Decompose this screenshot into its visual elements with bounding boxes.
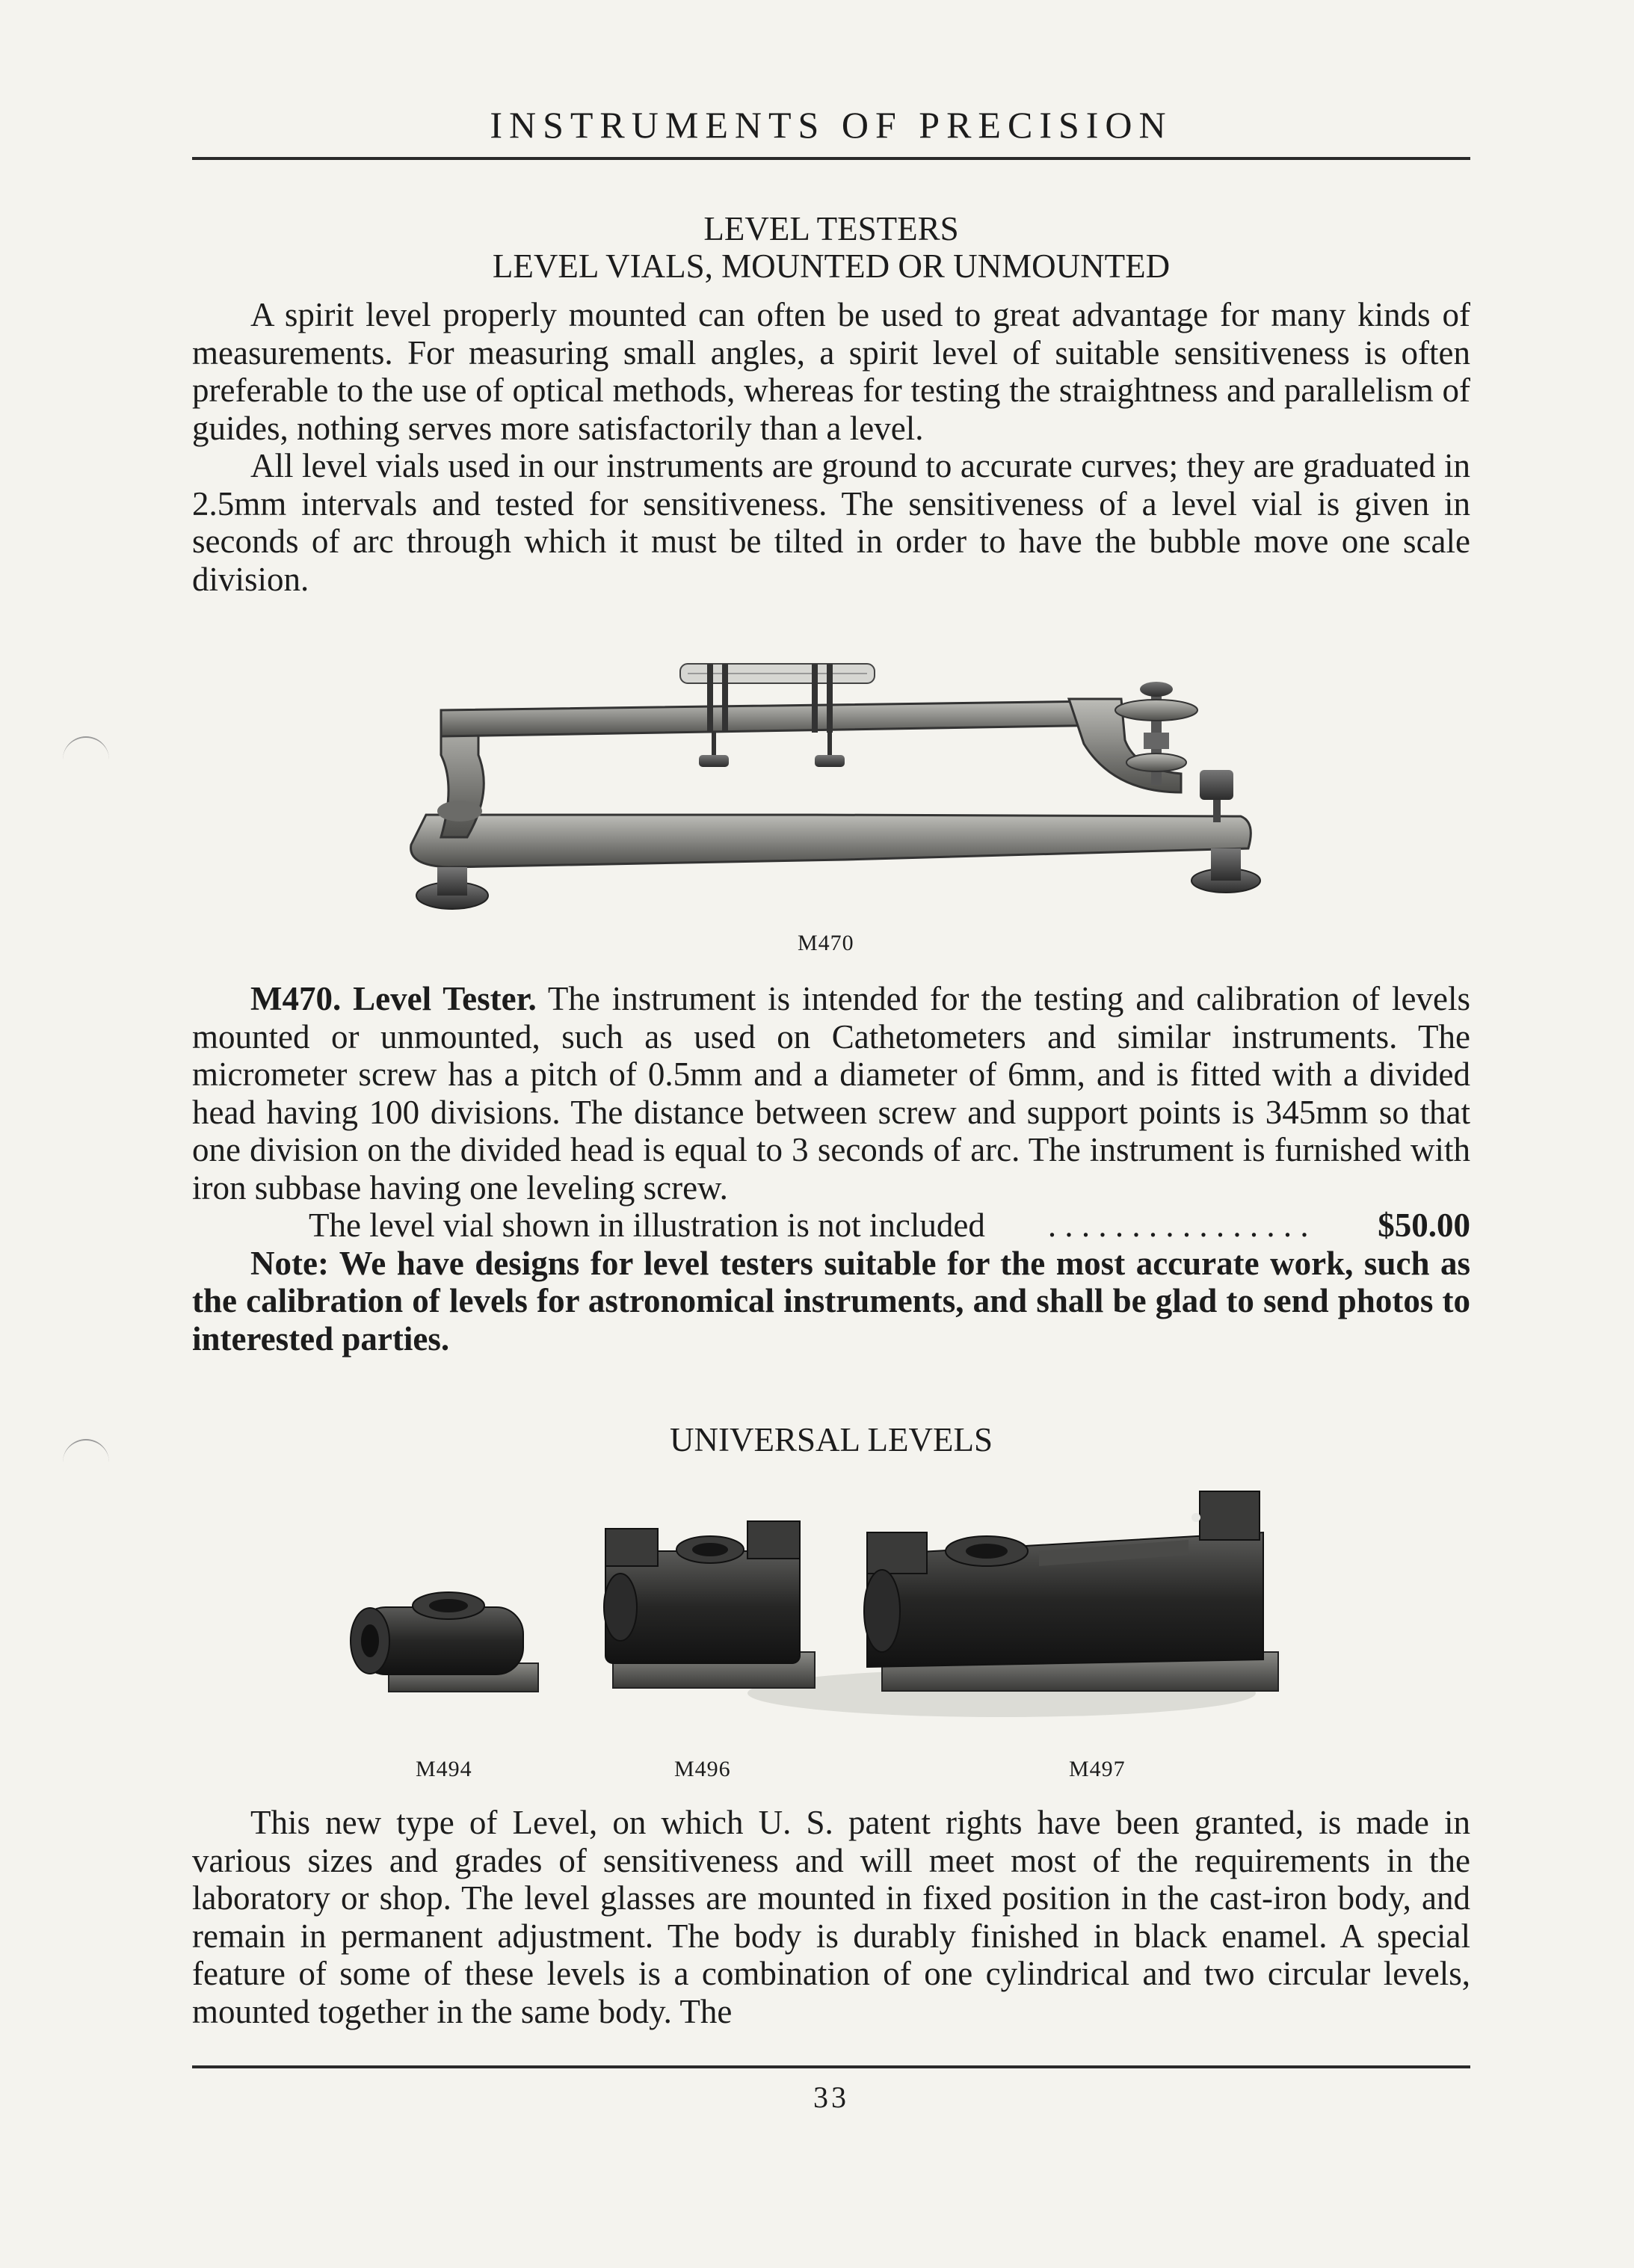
intro-paragraph-1: A spirit level properly mounted can often be used to great advantage for many kinds of measurements. For measuring small angles, a spirit level of suitable sensitiveness is often preferable to the use of optical methods, whereas for testing the straightness and parallelism of guides, nothing serves more satisfactorily than a level.: [192, 296, 1470, 447]
section-heading: LEVEL TESTERS: [703, 210, 959, 247]
footer-rule: [192, 2065, 1470, 2068]
section-heading-universal: UNIVERSAL LEVELS: [669, 1421, 993, 1458]
universal-levels-text: [192, 1804, 1470, 2030]
price-line: [192, 1207, 1470, 1245]
m470-description: [192, 980, 1470, 1358]
figure-caption-m494: M494: [416, 1757, 472, 1781]
running-head: INSTRUMENTS OF PRECISION: [490, 104, 1173, 146]
figure-caption-m496: M496: [674, 1757, 731, 1781]
section-subheading: LEVEL VIALS, MOUNTED OR UNMOUNTED: [492, 247, 1171, 285]
intro-paragraph-2: All level vials used in our instruments are ground to accurate curves; they are graduated in 2.5mm intervals and tested for sensitiveness. The sensitiveness of a level vial is given in seconds of arc through which it must be tilted in order to have the bubble move one scale division.: [192, 447, 1470, 598]
note-text: We have designs for level testers suitable for the most accurate work, such as the calibration of levels for astronomical instruments, and shall be glad to send photos to interested parties.: [192, 1244, 1471, 1358]
level-tester-illustration: [396, 643, 1271, 942]
note-paragraph: [192, 1245, 1470, 1358]
intro-text: [192, 296, 1470, 598]
binding-hole-mark: [63, 1439, 109, 1470]
m470-text: The instrument is intended for the testing and calibration of levels mounted or unmounted, such as used on Cathetometers and similar instruments. The micrometer screw has a pitch of 0.5mm and a diameter of 6mm, and is fitted with a divided head having 100 divisions. The distance between screw and support points is 345mm so that one division on the divided head is equal to 3 seconds of arc. The instrument is furnished with iron subbase having one leveling screw.: [192, 980, 1471, 1207]
page-number: 33: [813, 2080, 849, 2114]
figure-caption-m497: M497: [1069, 1757, 1126, 1781]
m470-title: M470. Level Tester.: [250, 980, 537, 1017]
dot-leader: [990, 1207, 1315, 1245]
binding-hole-mark: [63, 736, 109, 768]
figure-caption-m470: M470: [798, 931, 854, 955]
m470-paragraph: [192, 980, 1470, 1207]
price-text: The level vial shown in illustration is not included: [309, 1207, 985, 1244]
universal-levels-illustration: [329, 1469, 1331, 1753]
header-rule: [192, 157, 1470, 160]
universal-paragraph: This new type of Level, on which U. S. patent rights have been granted, is made in various sizes and grades of sensitiveness and will meet most of the requirements in the laboratory or shop. The level glasses are mounted in fixed position in the cast-iron body, and remain in permanent adjustment. The body is durably finished in black enamel. A special feature of some of these levels is a combination of one cylindrical and two circular levels, mounted together in the same body. The: [192, 1804, 1470, 2030]
note-label: Note:: [250, 1244, 329, 1282]
price-value: $50.00: [1378, 1207, 1470, 1244]
